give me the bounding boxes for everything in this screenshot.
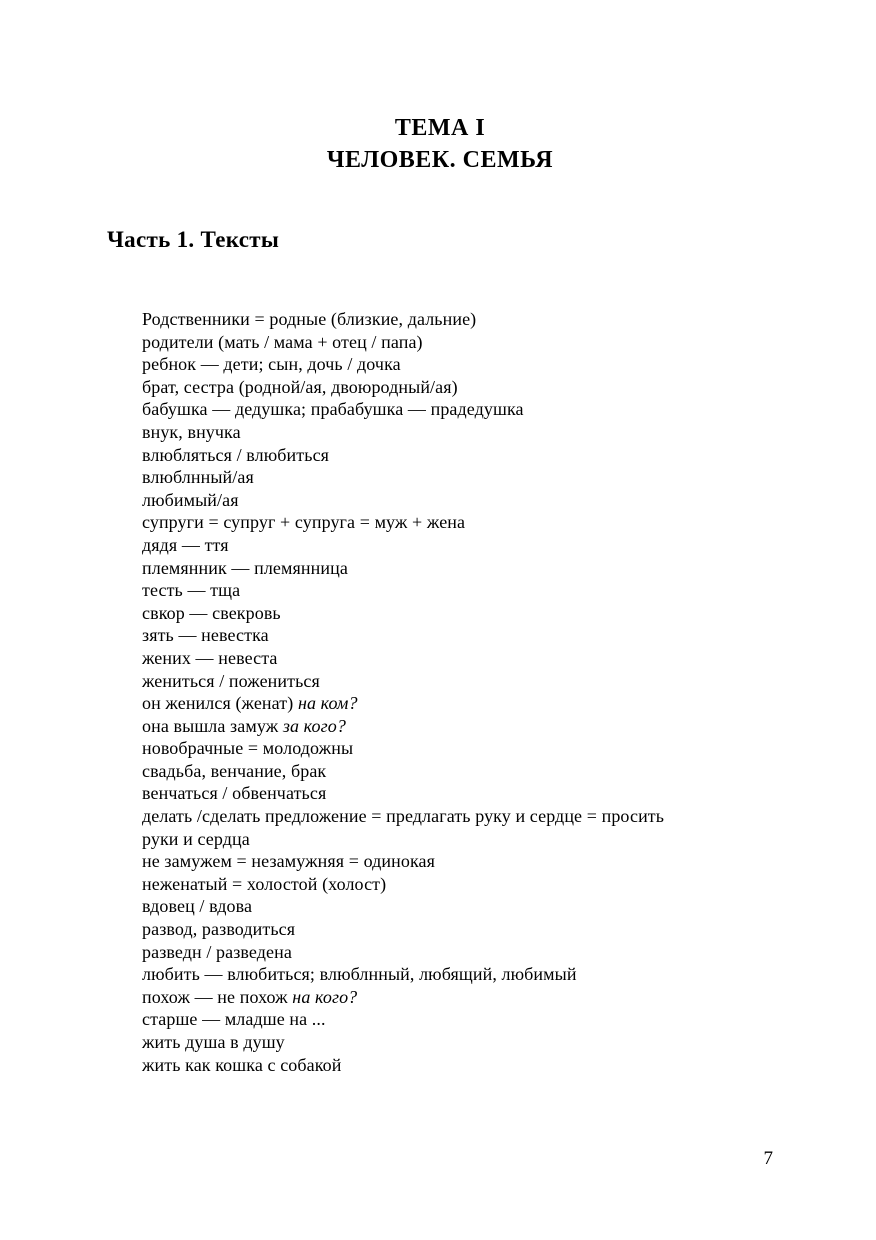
- vocabulary-text: влюбляться / влюбиться: [142, 444, 330, 465]
- vocabulary-line: [142, 895, 802, 918]
- vocabulary-line: [142, 805, 802, 828]
- vocabulary-list: [142, 308, 802, 1076]
- vocabulary-text: ребнок — дети; сын, дочь / дочка: [142, 354, 401, 375]
- vocabulary-line: [142, 782, 802, 805]
- section-title: Часть 1. Тексты: [107, 227, 280, 252]
- vocabulary-text: жить как кошка с собакой: [142, 1054, 342, 1075]
- vocabulary-text: жить душа в душу: [142, 1032, 285, 1052]
- vocabulary-line: [142, 715, 802, 738]
- vocabulary-text: развод, разводиться: [142, 919, 296, 940]
- vocabulary-text: любимый/ая: [142, 489, 239, 510]
- vocabulary-text: делать /сделать предложение = предлагать руку и сердце = просить: [142, 806, 665, 827]
- vocabulary-line: [142, 963, 802, 986]
- vocabulary-text: племянник — племянница: [142, 557, 348, 578]
- vocabulary-line: [142, 760, 802, 783]
- vocabulary-text: она вышла замуж: [142, 715, 283, 736]
- vocabulary-line: [142, 1031, 802, 1054]
- vocabulary-line: [142, 647, 802, 670]
- vocabulary-line: [142, 444, 802, 467]
- vocabulary-question: на кого?: [292, 986, 358, 1007]
- vocabulary-line: [142, 828, 802, 851]
- vocabulary-line: [142, 873, 802, 896]
- vocabulary-line: [142, 670, 802, 693]
- vocabulary-line: [142, 737, 802, 760]
- vocabulary-text: супруги = супруг + супруга = муж + жена: [142, 512, 466, 533]
- vocabulary-line: [142, 1008, 802, 1031]
- vocabulary-line: [142, 489, 802, 512]
- theme-label: ТЕМА I: [394, 115, 486, 141]
- vocabulary-text: родители (мать / мама + отец / папа): [142, 331, 423, 352]
- vocabulary-line: [142, 850, 802, 873]
- vocabulary-text: вдовец / вдова: [142, 896, 253, 917]
- vocabulary-line: [142, 466, 802, 489]
- vocabulary-text: похож — не похож: [142, 986, 293, 1007]
- vocabulary-text: неженатый = холостой (холост): [142, 873, 387, 894]
- vocabulary-line: [142, 308, 802, 331]
- vocabulary-text: новобрачные = молодожны: [142, 738, 354, 759]
- vocabulary-line: [142, 534, 802, 557]
- vocabulary-line: [142, 624, 802, 647]
- vocabulary-text: разведн / разведена: [142, 941, 292, 962]
- vocabulary-line: [142, 557, 802, 580]
- vocabulary-text: зять — невестка: [142, 625, 269, 646]
- vocabulary-text: жениться / пожениться: [142, 670, 320, 691]
- vocabulary-text: старше — младше на ...: [142, 1009, 326, 1030]
- vocabulary-line: [142, 511, 802, 534]
- vocabulary-line: [142, 692, 802, 715]
- vocabulary-text: свадьба, венчание, брак: [142, 760, 327, 781]
- vocabulary-text: он женился (женат): [142, 693, 298, 714]
- vocabulary-line: [142, 398, 802, 421]
- theme-title: ЧЕЛОВЕК. СЕМЬЯ: [326, 147, 554, 173]
- vocabulary-text: Родственники = родные (близкие, дальние): [142, 309, 477, 329]
- vocabulary-text: свкор — свекровь: [142, 602, 281, 623]
- vocabulary-text: руки и сердца: [142, 828, 250, 849]
- vocabulary-line: [142, 602, 802, 625]
- vocabulary-line: [142, 331, 802, 354]
- vocabulary-text: тесть — тща: [142, 580, 241, 601]
- vocabulary-question: за кого?: [282, 715, 346, 736]
- vocabulary-text: внук, внучка: [142, 421, 241, 442]
- vocabulary-text: любить — влюбиться; влюблнный, любящий, любимый: [142, 964, 577, 985]
- vocabulary-text: венчаться / обвенчаться: [142, 783, 327, 804]
- vocabulary-line: [142, 986, 802, 1009]
- vocabulary-line: [142, 353, 802, 376]
- vocabulary-text: брат, сестра (родной/ая, двоюродный/ая): [142, 376, 458, 397]
- vocabulary-line: [142, 918, 802, 941]
- vocabulary-text: бабушка — дедушка; прабабушка — прадедушка: [142, 399, 524, 420]
- vocabulary-text: не замужем = незамужняя = одинокая: [142, 851, 436, 872]
- page-number: 7: [763, 1148, 773, 1169]
- vocabulary-line: [142, 376, 802, 399]
- vocabulary-text: жених — невеста: [142, 647, 278, 668]
- vocabulary-text: влюблнный/ая: [142, 467, 254, 488]
- vocabulary-text: дядя — ття: [142, 534, 229, 555]
- vocabulary-question: на ком?: [297, 693, 358, 714]
- vocabulary-line: [142, 941, 802, 964]
- vocabulary-line: [142, 421, 802, 444]
- vocabulary-line: [142, 1054, 802, 1077]
- vocabulary-line: [142, 579, 802, 602]
